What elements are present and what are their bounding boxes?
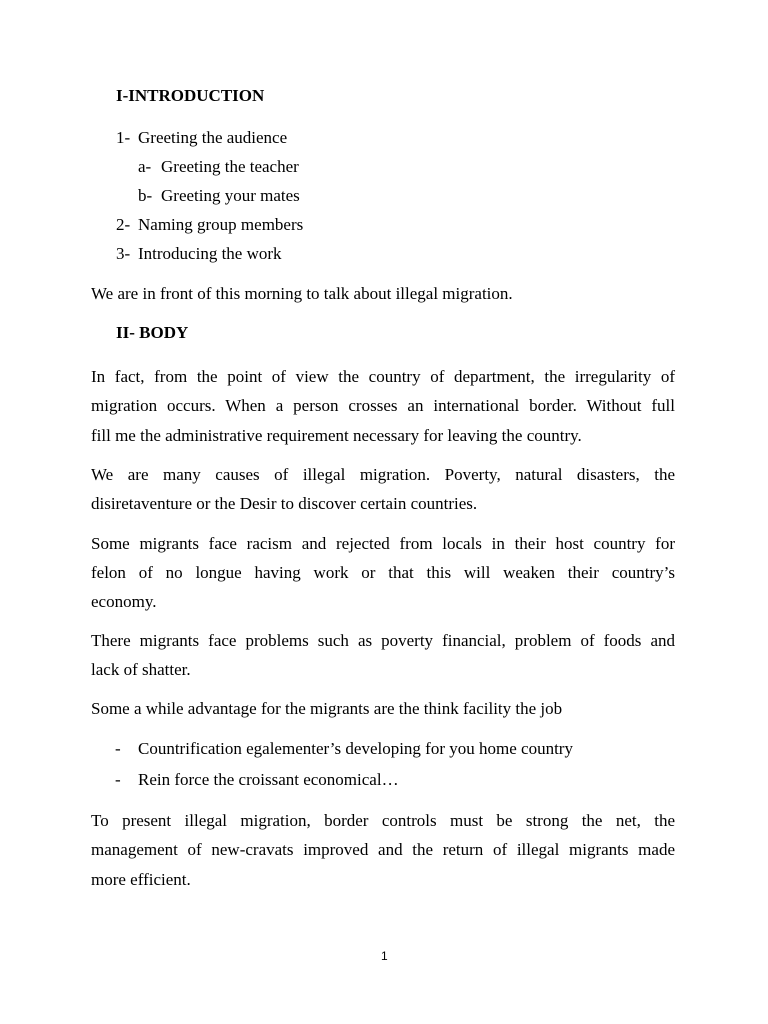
list-text: Greeting the audience [138, 128, 288, 147]
list-text: Naming group members [138, 215, 304, 234]
bullet-text: Rein force the croissant economical… [138, 770, 399, 789]
list-letter: a- [138, 157, 152, 176]
bullet-text: Countrification egalementer’s developing for you home country [138, 739, 573, 758]
paragraph-line: disiretaventure or the Desir to discover certain countries. [91, 494, 478, 513]
paragraph-line: management of new-cravats improved and the return of illegal migrants made [91, 840, 675, 859]
paragraph-line: migration occurs. When a person crosses an international border. Without full [91, 396, 675, 415]
body-heading: II- BODY [116, 323, 189, 342]
list-number: 3- [116, 244, 131, 263]
paragraph-line: felon of no longue having work or that this will weaken their country’s [91, 563, 675, 582]
paragraph-line: There migrants face problems such as poverty financial, problem of foods and [91, 631, 675, 650]
bullet-mark: - [115, 770, 121, 789]
paragraph-line: We are many causes of illegal migration. Poverty, natural disasters, the [91, 465, 675, 484]
list-number: 2- [116, 215, 131, 234]
list-letter: b- [138, 186, 153, 205]
paragraph-line: economy. [91, 592, 157, 611]
intro-heading: I-INTRODUCTION [116, 86, 265, 105]
paragraph-advantage: Some a while advantage for the migrants are the think facility the job [91, 699, 563, 718]
list-number: 1- [116, 128, 131, 147]
list-text: Greeting your mates [161, 186, 300, 205]
paragraph-line: lack of shatter. [91, 660, 191, 679]
list-text: Introducing the work [138, 244, 282, 263]
paragraph-line: fill me the administrative requirement necessary for leaving the country. [91, 426, 582, 445]
list-text: Greeting the teacher [161, 157, 299, 176]
paragraph-line: more efficient. [91, 870, 191, 889]
paragraph-line: Some migrants face racism and rejected from locals in their host country for [91, 534, 675, 553]
paragraph-line: To present illegal migration, border controls must be strong the net, the [91, 811, 675, 830]
intro-statement: We are in front of this morning to talk about illegal migration. [91, 284, 513, 303]
bullet-mark: - [115, 739, 121, 758]
paragraph-line: In fact, from the point of view the country of department, the irregularity of [91, 367, 675, 386]
page-number: 1 [381, 949, 388, 963]
